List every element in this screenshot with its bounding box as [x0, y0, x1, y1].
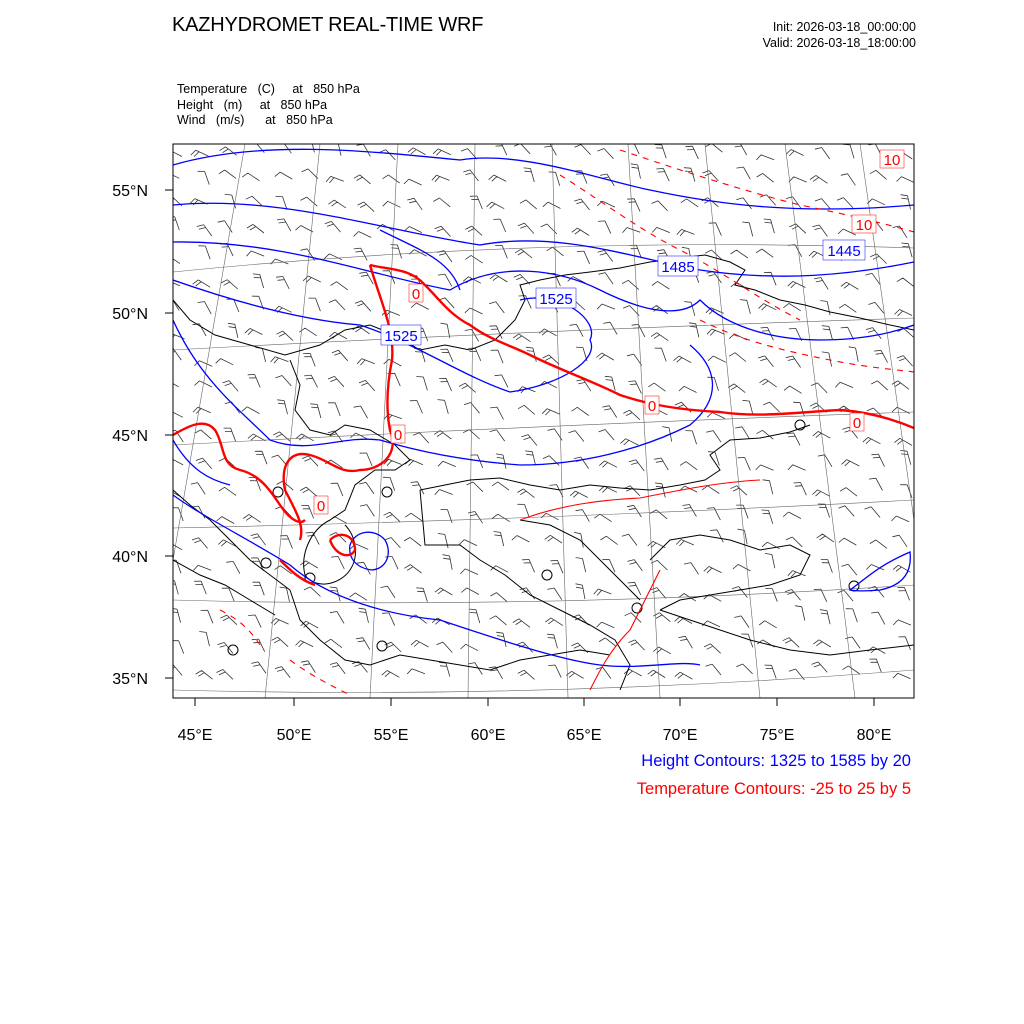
svg-text:10: 10 — [883, 152, 901, 169]
lat-tick-label: 55°N — [112, 183, 148, 200]
init-time: Init: 2026-03-18_00:00:00 — [772, 20, 916, 34]
lon-tick-label: 75°E — [759, 727, 795, 744]
height-label — [823, 240, 865, 260]
lon-tick-label: 45°E — [177, 727, 213, 744]
height-contour-legend: Height Contours: 1325 to 1585 by 20 — [641, 752, 911, 770]
svg-text:1485: 1485 — [661, 259, 695, 276]
temperature-label — [409, 284, 423, 303]
height-contours — [173, 149, 914, 666]
field-wind: Wind (m/s) at 850 hPa — [177, 113, 333, 127]
temperature-label — [852, 215, 876, 234]
map-title: KAZHYDROMET REAL-TIME WRF — [172, 14, 484, 36]
svg-text:0: 0 — [647, 398, 657, 415]
svg-text:1525: 1525 — [539, 291, 573, 308]
temperature-label — [645, 396, 659, 415]
svg-text:1445: 1445 — [827, 243, 861, 260]
lon-tick-label: 65°E — [566, 727, 602, 744]
height-label — [536, 288, 576, 308]
temperature-contour-legend: Temperature Contours: -25 to 25 by 5 — [636, 780, 911, 798]
lon-tick-label: 80°E — [856, 727, 892, 744]
temperature-label — [880, 150, 904, 169]
height-label — [381, 325, 421, 345]
height-label — [658, 256, 698, 276]
svg-text:0: 0 — [411, 286, 421, 303]
lat-tick-label: 35°N — [112, 671, 148, 688]
field-height: Height (m) at 850 hPa — [177, 97, 328, 112]
valid-time: Valid: 2026-03-18_18:00:00 — [762, 36, 916, 50]
lat-tick-label: 40°N — [112, 549, 148, 566]
lon-tick-label: 50°E — [276, 727, 312, 744]
svg-text:10: 10 — [855, 217, 873, 234]
svg-text:0: 0 — [316, 498, 326, 515]
temperature-label — [314, 496, 328, 515]
svg-text:0: 0 — [393, 427, 403, 444]
axis-ticks — [165, 190, 874, 706]
lon-tick-label: 55°E — [373, 727, 409, 744]
lat-tick-labels — [112, 183, 148, 688]
lat-tick-label: 50°N — [112, 306, 148, 323]
svg-text:0: 0 — [852, 415, 862, 432]
temperature-label — [850, 413, 864, 432]
lon-tick-label: 70°E — [662, 727, 698, 744]
lon-tick-labels — [178, 727, 892, 744]
lat-tick-label: 45°N — [112, 428, 148, 445]
field-temperature: Temperature (C) at 850 hPa — [177, 82, 360, 96]
temperature-label — [391, 425, 405, 444]
height-contour-labels — [381, 240, 865, 345]
lon-tick-label: 60°E — [470, 727, 506, 744]
svg-text:1525: 1525 — [384, 328, 418, 345]
